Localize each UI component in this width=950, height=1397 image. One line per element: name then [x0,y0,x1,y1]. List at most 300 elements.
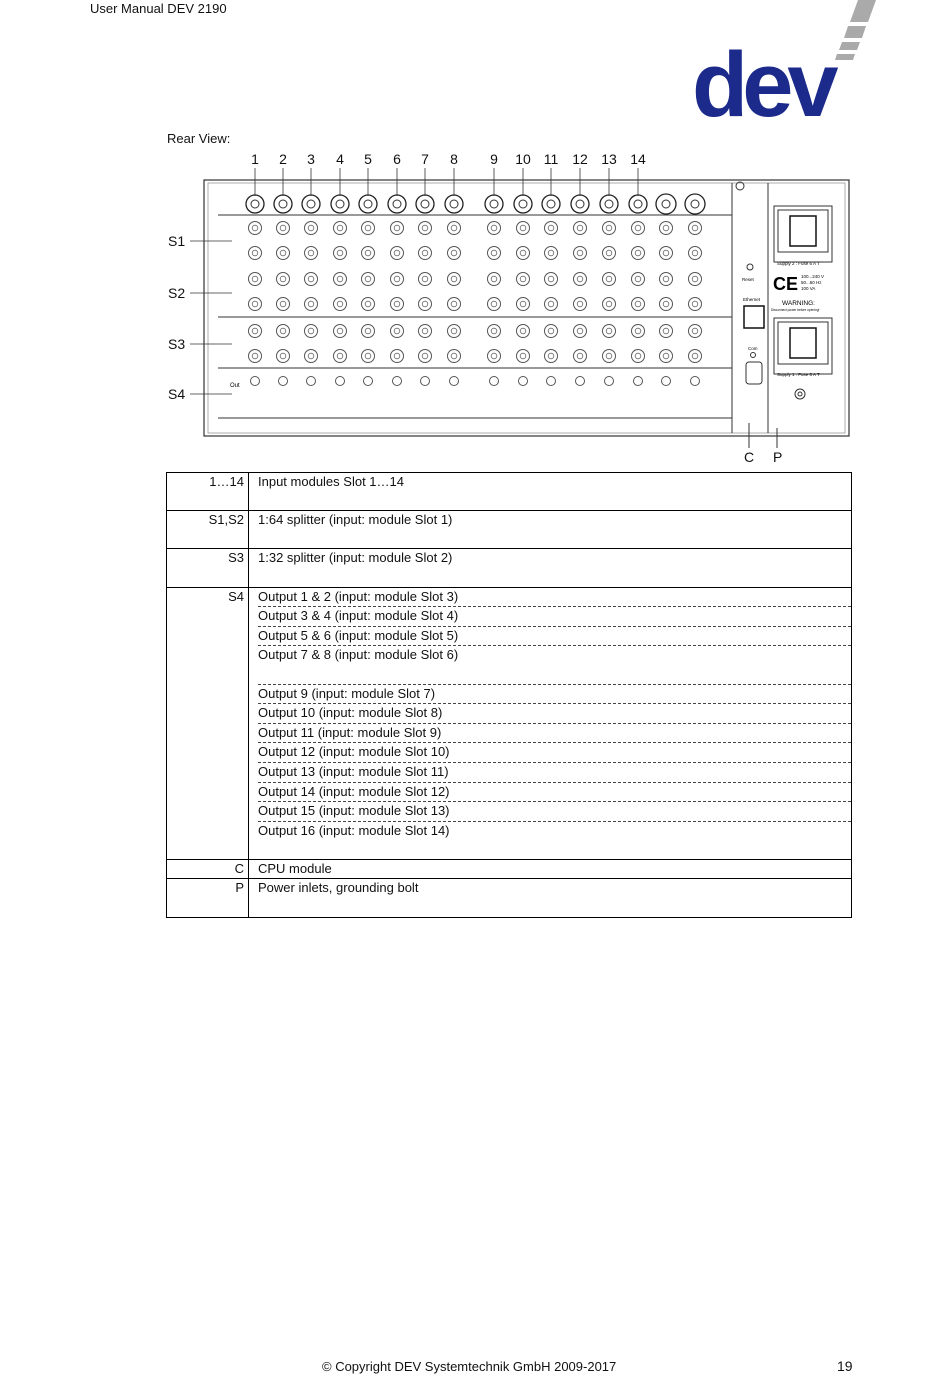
output-connector [689,298,702,311]
output-connector-core [548,250,554,256]
output-connector [448,247,461,260]
output-connector [689,247,702,260]
output-connector [574,222,587,235]
input-connector [571,195,589,213]
out-connector [450,377,459,386]
input-connector-core [251,200,259,208]
slot-number: 6 [393,151,401,167]
output-connector [419,350,432,363]
slot-number: 7 [421,151,429,167]
output-connector [334,298,347,311]
output-connector-core [280,301,286,307]
output-connector [305,247,318,260]
output-connector [419,273,432,286]
output-connector [488,350,501,363]
legend-item: Output 1 & 2 (input: module Slot 3) [258,588,851,608]
legend-key: S4 [167,587,249,859]
legend-table [166,472,852,918]
output-connector [249,298,262,311]
out-connector [519,377,528,386]
output-connector-core [394,276,400,282]
output-connector-core [692,250,698,256]
output-connector-core [635,301,641,307]
output-connector-core [337,225,343,231]
warning-label: WARNING: [782,300,815,307]
legend-desc [249,511,852,549]
output-connector [545,325,558,338]
output-connector-core [422,250,428,256]
output-connector-core [337,328,343,334]
output-connector [448,325,461,338]
output-connector [660,273,673,286]
output-connector-core [308,353,314,359]
output-connector-core [365,301,371,307]
out-connector [634,377,643,386]
out-connector [251,377,260,386]
output-connector-core [451,353,457,359]
output-connector [334,247,347,260]
dev-logo [690,0,880,122]
legend-item: Output 16 (input: module Slot 14) [258,822,450,838]
output-connector [362,325,375,338]
output-connector [249,350,262,363]
out-connector [336,377,345,386]
out-connector [421,377,430,386]
legend-item: Output 15 (input: module Slot 13) [258,802,851,822]
output-connector-core [422,276,428,282]
output-connector-core [280,250,286,256]
input-connector-core [605,200,613,208]
output-connector [545,298,558,311]
legend-item: Output 9 (input: module Slot 7) [258,685,851,705]
output-connector-core [280,328,286,334]
input-connector [445,195,463,213]
output-connector [277,222,290,235]
output-connector-core [394,225,400,231]
output-connector [574,247,587,260]
output-connector [391,247,404,260]
output-connector [632,273,645,286]
output-connector [545,222,558,235]
output-connector-core [422,353,428,359]
output-connector-core [635,328,641,334]
output-connector [362,273,375,286]
output-connector-core [692,301,698,307]
output-connector [488,222,501,235]
supply1-label: Supply 1 : Fuse 6 A T [777,372,820,377]
output-connector [334,222,347,235]
output-connector-core [252,250,258,256]
output-connector-core [663,225,669,231]
output-connector [249,273,262,286]
output-connector [448,298,461,311]
output-connector-core [308,301,314,307]
legend-item: Output 11 (input: module Slot 9) [258,724,851,744]
output-connector-core [451,301,457,307]
output-connector [448,350,461,363]
output-connector-core [491,301,497,307]
output-connector-core [548,276,554,282]
output-connector-core [337,353,343,359]
legend-desc [249,879,852,917]
output-connector-core [692,276,698,282]
slot-number: 3 [307,151,315,167]
rear-view-label: Rear View: [167,131,231,146]
output-connector-core [337,250,343,256]
slot-number: 10 [515,151,531,167]
output-connector-core [663,328,669,334]
output-connector [249,222,262,235]
input-connector [514,195,532,213]
output-connector-core [252,301,258,307]
legend-item: Output 12 (input: module Slot 10) [258,743,851,763]
out-connector [393,377,402,386]
output-connector-core [491,328,497,334]
legend-row [167,587,852,859]
output-connector [488,273,501,286]
input-connector-core [336,200,344,208]
input-connector [274,195,292,213]
input-connector-core [662,200,670,208]
page-number: 19 [837,1358,853,1374]
output-connector [603,325,616,338]
input-connector [388,195,406,213]
output-connector [632,325,645,338]
input-connector-core [364,200,372,208]
legend-item: Output 5 & 6 (input: module Slot 5) [258,627,851,647]
output-connector-core [692,328,698,334]
row-label: S2 [168,285,186,301]
output-connector [488,298,501,311]
output-connector [603,350,616,363]
slot-number: 11 [543,151,559,167]
input-connector [656,194,676,214]
output-connector [334,325,347,338]
output-connector-core [606,225,612,231]
output-connector-core [308,276,314,282]
output-connector-core [365,250,371,256]
output-connector-core [337,276,343,282]
output-connector-core [365,225,371,231]
output-connector [249,325,262,338]
input-connector [600,195,618,213]
output-connector-core [365,328,371,334]
output-connector [660,247,673,260]
output-connector-core [308,250,314,256]
slot-number: 12 [572,151,588,167]
output-connector [517,325,530,338]
output-connector-core [577,225,583,231]
legend-item: Output 3 & 4 (input: module Slot 4) [258,607,851,627]
output-connector-core [520,225,526,231]
legend-desc [249,587,852,859]
output-connector [277,325,290,338]
output-connector-core [520,301,526,307]
output-connector [517,222,530,235]
slot-number: 2 [279,151,287,167]
output-connector [632,247,645,260]
legend-item: Output 10 (input: module Slot 8) [258,704,851,724]
output-connector [362,222,375,235]
output-connector-core [451,225,457,231]
legend-row [167,473,852,511]
input-connector-core [450,200,458,208]
output-connector [574,298,587,311]
output-connector-core [663,301,669,307]
legend-key: P [167,879,249,917]
input-connector [331,195,349,213]
output-connector-core [394,301,400,307]
rating-3: 100 VA [801,286,816,291]
output-connector-core [663,353,669,359]
output-connector-core [548,301,554,307]
output-connector [419,325,432,338]
output-connector [517,247,530,260]
output-connector [660,298,673,311]
input-connector-core [634,200,642,208]
output-connector [603,298,616,311]
legend-row [167,511,852,549]
output-connector [391,325,404,338]
output-connector [277,298,290,311]
output-connector [545,350,558,363]
output-connector [249,247,262,260]
input-connector-core [307,200,315,208]
legend-key: C [167,859,249,879]
input-connector-core [393,200,401,208]
output-connector [689,350,702,363]
output-connector [689,325,702,338]
output-connector-core [252,353,258,359]
output-connector [603,273,616,286]
output-connector [362,350,375,363]
out-connector [279,377,288,386]
output-connector [660,350,673,363]
legend-item: Power inlets, grounding bolt [258,880,419,896]
output-connector-core [520,353,526,359]
output-connector-core [491,225,497,231]
output-connector-core [692,353,698,359]
output-connector [419,247,432,260]
output-connector-core [577,250,583,256]
output-connector [632,350,645,363]
output-connector-core [663,276,669,282]
output-connector [448,222,461,235]
slot-number: 1 [251,151,259,167]
output-connector-core [635,250,641,256]
output-connector [305,222,318,235]
output-connector-core [577,328,583,334]
reset-label: Reset [742,277,754,282]
output-connector [391,298,404,311]
input-connector-core [490,200,498,208]
bottom-label: C [744,449,755,465]
legend-item: Output 14 (input: module Slot 12) [258,783,851,803]
input-connector [685,194,705,214]
output-connector [277,350,290,363]
slot-number: 5 [364,151,372,167]
output-connector-core [422,328,428,334]
output-connector [632,222,645,235]
bottom-label: P [773,449,783,465]
input-connector-core [691,200,699,208]
legend-row [167,549,852,587]
input-connector [485,195,503,213]
slot-number: 14 [630,151,646,167]
output-connector-core [308,328,314,334]
output-connector [574,325,587,338]
legend-item: 1:32 splitter (input: module Slot 2) [258,550,453,566]
input-connector [302,195,320,213]
output-connector-core [451,276,457,282]
output-connector-core [577,301,583,307]
output-connector-core [491,353,497,359]
legend-item [258,665,851,685]
output-connector [448,273,461,286]
output-connector [517,298,530,311]
output-connector-core [422,225,428,231]
output-connector-core [451,328,457,334]
ce-mark: CE [773,274,799,294]
row-label: S1 [168,233,186,249]
output-connector-core [692,225,698,231]
input-connector [359,195,377,213]
output-connector [362,247,375,260]
output-connector-core [606,353,612,359]
output-connector-core [491,276,497,282]
output-connector-core [520,276,526,282]
output-connector [419,298,432,311]
output-connector-core [606,250,612,256]
input-connector-core [421,200,429,208]
slot-number: 8 [450,151,458,167]
output-connector-core [635,276,641,282]
legend-item: Output 13 (input: module Slot 11) [258,763,851,783]
out-label: Out [230,383,240,389]
output-connector [362,298,375,311]
output-connector [391,273,404,286]
output-connector [574,273,587,286]
ethernet-label: Ethernet [743,297,761,302]
out-connector [364,377,373,386]
out-connector [691,377,700,386]
output-connector [660,325,673,338]
output-connector-core [394,250,400,256]
output-connector [277,273,290,286]
output-connector-core [451,250,457,256]
legend-row [167,879,852,917]
input-connector-core [576,200,584,208]
legend-item: 1:64 splitter (input: module Slot 1) [258,512,453,528]
out-connector [605,377,614,386]
out-connector [662,377,671,386]
output-connector [277,247,290,260]
input-connector-core [519,200,527,208]
output-connector-core [252,328,258,334]
output-connector [689,273,702,286]
input-connector-core [279,200,287,208]
header-title: User Manual DEV 2190 [90,1,227,16]
footer-copyright: © Copyright DEV Systemtechnik GmbH 2009-2017 [322,1359,617,1374]
rating-1: 100...240 V [801,274,825,279]
output-connector [419,222,432,235]
output-connector [517,350,530,363]
output-connector-core [606,276,612,282]
out-connector [576,377,585,386]
output-connector-core [280,276,286,282]
legend-key: S1,S2 [167,511,249,549]
legend-key: 1…14 [167,473,249,511]
legend-desc [249,473,852,511]
output-connector [488,247,501,260]
output-connector-core [252,276,258,282]
output-connector-core [635,353,641,359]
out-connector [307,377,316,386]
output-connector-core [491,250,497,256]
slot-number: 13 [601,151,617,167]
legend-desc [249,859,852,879]
output-connector [305,298,318,311]
output-connector [660,222,673,235]
output-connector-core [548,225,554,231]
output-connector-core [394,353,400,359]
supply2-label: Supply 2 : Fuse 6 A T [777,261,820,266]
output-connector-core [520,328,526,334]
output-connector-core [577,276,583,282]
row-label: S3 [168,336,186,352]
legend-key: S3 [167,549,249,587]
output-connector [603,222,616,235]
output-connector [305,325,318,338]
output-connector-core [365,276,371,282]
slot-number: 9 [490,151,498,167]
legend-item: Input modules Slot 1…14 [258,474,404,489]
output-connector-core [394,328,400,334]
output-connector [603,247,616,260]
output-connector-core [280,353,286,359]
output-connector-core [548,328,554,334]
output-connector [488,325,501,338]
out-connector [547,377,556,386]
output-connector-core [422,301,428,307]
logo-text: dev [692,34,833,122]
input-connector [416,195,434,213]
output-connector [391,222,404,235]
rear-view-diagram [160,148,860,468]
output-connector [517,273,530,286]
com-label: Com [748,346,758,351]
output-connector-core [548,353,554,359]
output-connector [305,273,318,286]
output-connector-core [280,225,286,231]
output-connector [574,350,587,363]
output-connector [305,350,318,363]
legend-item: Output 7 & 8 (input: module Slot 6) [258,647,459,663]
output-connector-core [606,328,612,334]
input-connector-core [547,200,555,208]
output-connector-core [635,225,641,231]
output-connector [689,222,702,235]
input-connector [542,195,560,213]
slot-number: 4 [336,151,344,167]
rating-2: 50...60 Hz [801,280,822,285]
output-connector [545,273,558,286]
output-connector-core [365,353,371,359]
input-connector [629,195,647,213]
out-connector [490,377,499,386]
warning-sub: Disconnect power before opening! [771,308,820,312]
output-connector [545,247,558,260]
